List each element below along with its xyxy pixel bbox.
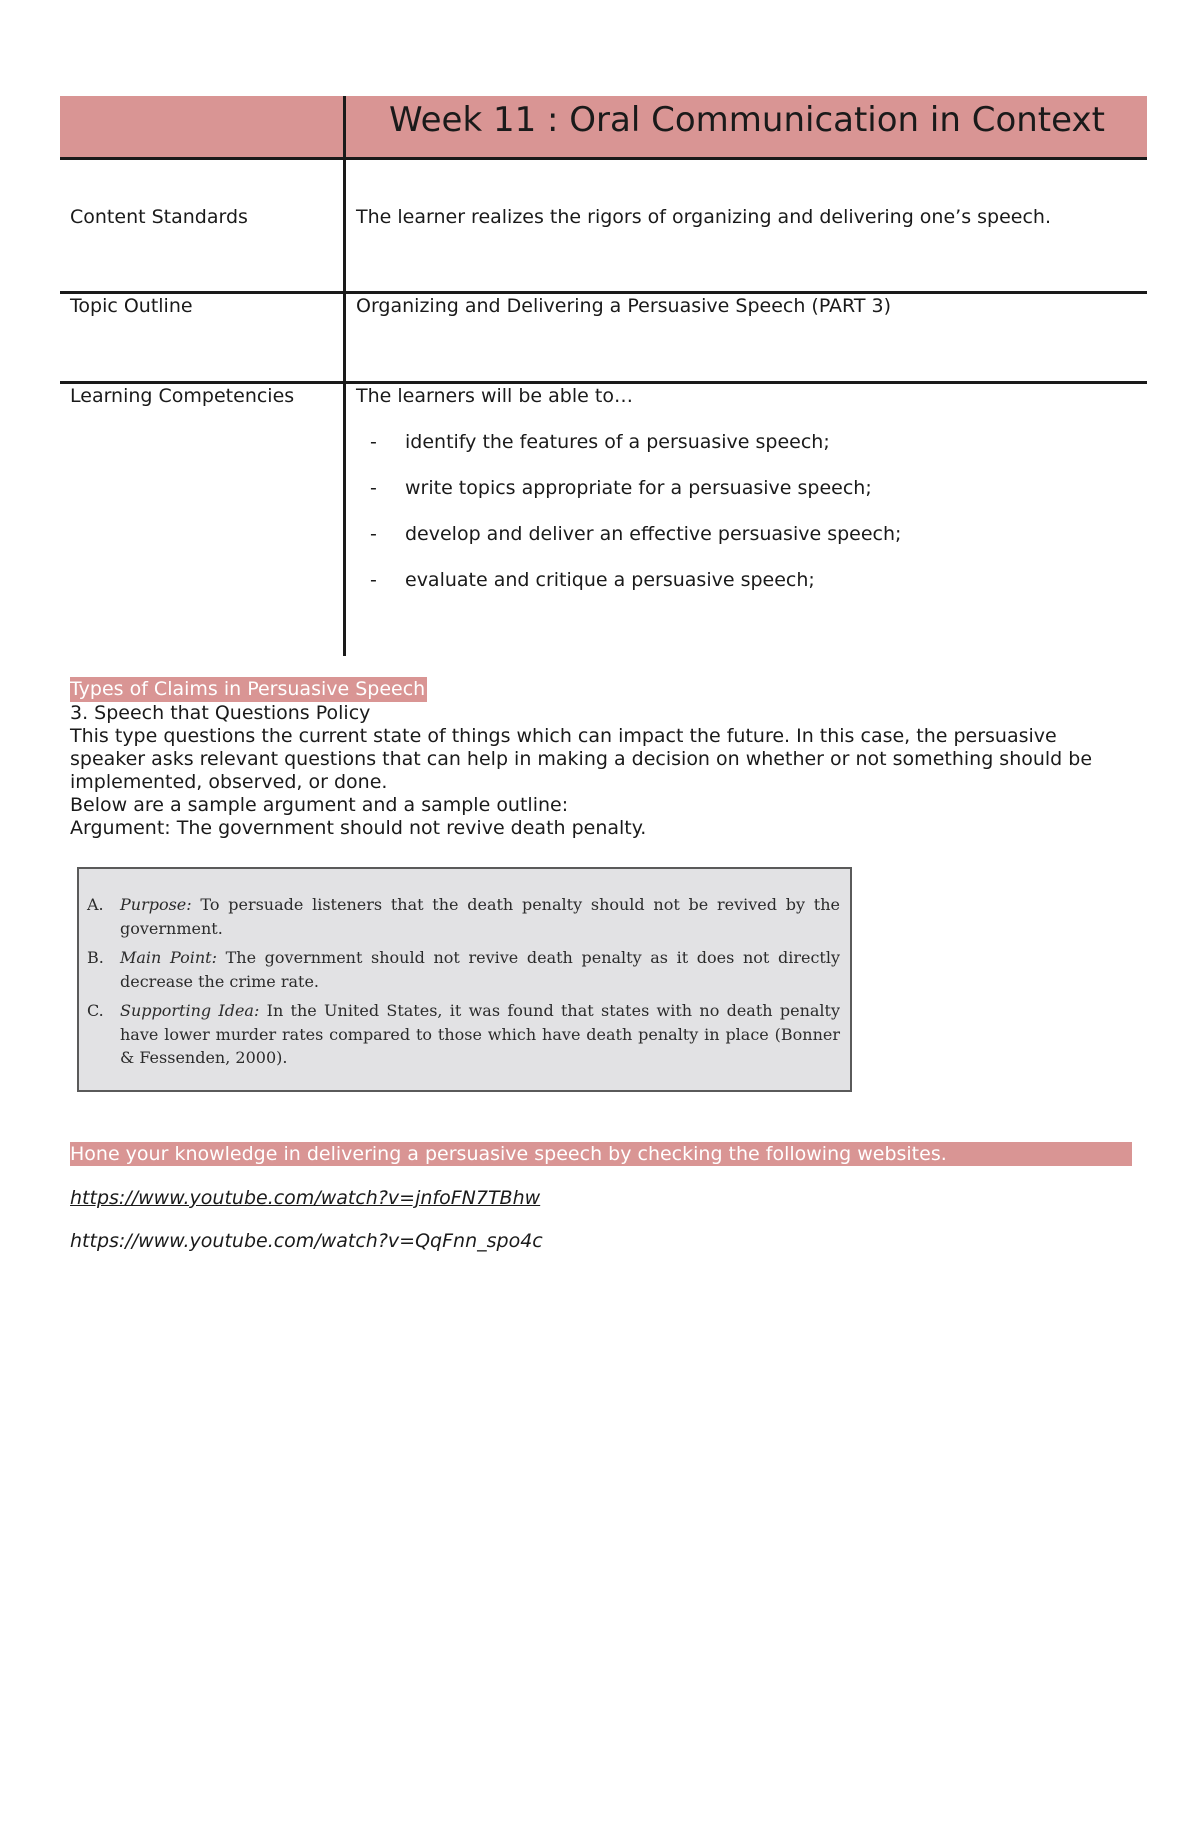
outline-term: Purpose: — [120, 895, 192, 914]
competency-item: develop and deliver an effective persuasive speech; — [405, 523, 902, 545]
sample-intro: Below are a sample argument and a sample outline: — [70, 794, 569, 816]
outline-term: Supporting Idea: — [120, 1001, 260, 1020]
table-column-divider — [343, 96, 346, 656]
learning-competencies-label: Learning Competencies — [70, 385, 295, 407]
topic-outline-value: Organizing and Delivering a Persuasive Speech (PART 3) — [356, 295, 892, 317]
outline-item — [120, 999, 840, 1070]
paragraph-line: speaker asks relevant questions that can help in making a decision on whether or not something should be — [70, 748, 1093, 770]
sample-argument: Argument: The government should not revive death penalty. — [70, 817, 647, 839]
content-standards-label: Content Standards — [70, 206, 248, 228]
bullet-dash: - — [370, 523, 377, 545]
paragraph-line: This type questions the current state of things which can impact the future. In this case, the persuasive — [70, 725, 1057, 747]
outline-item — [120, 893, 840, 940]
outline-item — [120, 946, 840, 993]
bullet-dash: - — [370, 569, 377, 591]
topic-outline-label: Topic Outline — [70, 295, 193, 317]
outline-text: To persuade listeners that the death penalty should not be revived by the government. — [120, 895, 840, 938]
sample-outline-box — [77, 867, 852, 1092]
competency-item: write topics appropriate for a persuasive speech; — [405, 477, 872, 499]
competency-item: identify the features of a persuasive speech; — [405, 431, 830, 453]
paragraph-line: implemented, observed, or done. — [70, 771, 388, 793]
outline-term: Main Point: — [120, 948, 217, 967]
outline-letter: A. — [87, 895, 104, 914]
bullet-dash: - — [370, 477, 377, 499]
outline-text: In the United States, it was found that states with no death penalty have lower murder rates compared to those which have death penalty in place (Bonner & Fessenden, 2000). — [120, 1001, 841, 1067]
content-standards-value: The learner realizes the rigors of organizing and delivering one’s speech. — [356, 206, 1052, 228]
table-rule-header — [60, 157, 1147, 160]
outline-letter: B. — [87, 948, 104, 967]
outline-text: The government should not revive death penalty as it does not directly decrease the crime rate. — [120, 948, 841, 991]
youtube-link-1[interactable]: https://www.youtube.com/watch?v=jnfoFN7TBhw — [70, 1187, 541, 1209]
page-title: Week 11 : Oral Communication in Context — [389, 100, 1105, 140]
section-heading: Types of Claims in Persuasive Speech — [70, 678, 426, 700]
bullet-dash: - — [370, 431, 377, 453]
learning-competencies-intro: The learners will be able to… — [356, 385, 633, 407]
websites-heading: Hone your knowledge in delivering a persuasive speech by checking the following websites. — [70, 1143, 947, 1165]
competency-item: evaluate and critique a persuasive speech; — [405, 569, 815, 591]
section-subheading: 3. Speech that Questions Policy — [70, 702, 371, 724]
outline-letter: C. — [87, 1001, 104, 1020]
youtube-link-2[interactable]: https://www.youtube.com/watch?v=QqFnn_spo4c — [70, 1230, 543, 1252]
